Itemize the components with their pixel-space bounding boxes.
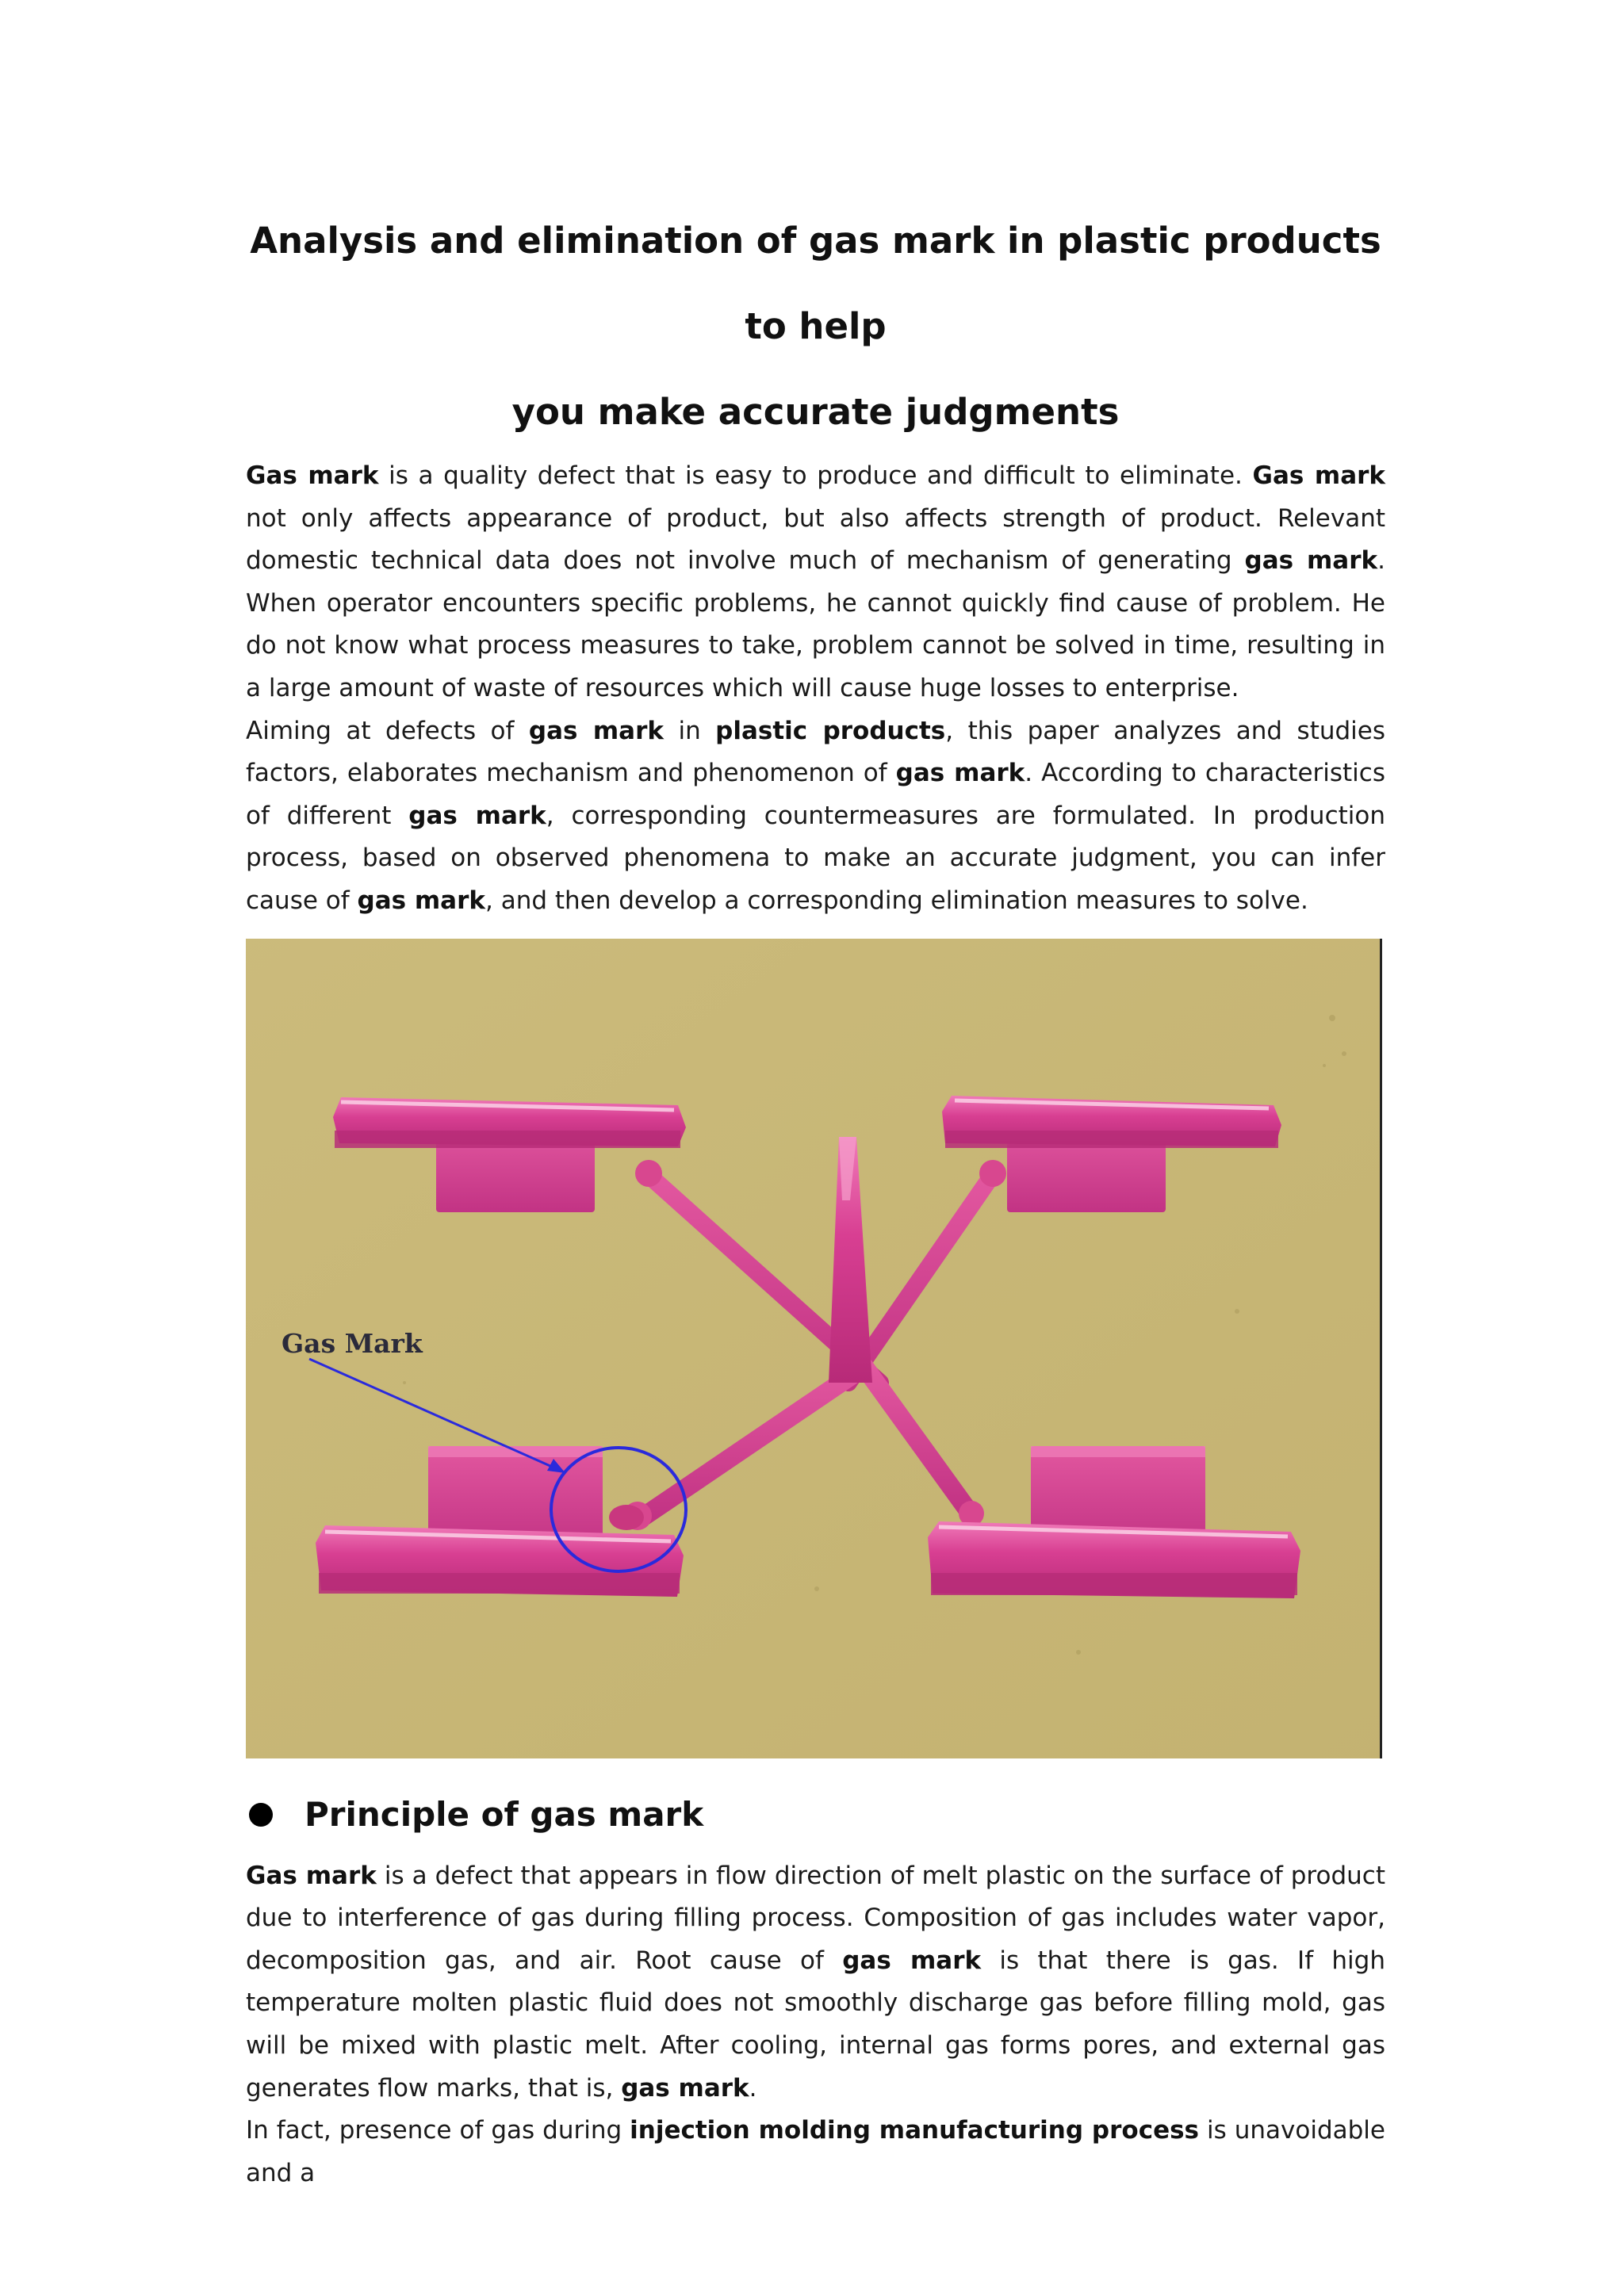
text-run: , this paper analyzes and studies factors, elaborates mechanism and phenomenon of — [246, 716, 1386, 788]
continuation-paragraph — [246, 2110, 1385, 2195]
text-run: . — [749, 2073, 757, 2103]
text-run: in — [664, 716, 716, 745]
bold-term: Gas mark — [246, 1861, 377, 1890]
text-run: Aiming at defects of — [246, 716, 529, 745]
text-run: , corresponding countermeasures are formulated. In production process, based on observed phenomena to make an accurate judgment, you can infer cause of — [246, 801, 1385, 915]
text-run: is a quality defect that is easy to produce and difficult to eliminate. — [378, 461, 1253, 490]
bold-term: gas mark — [895, 759, 1025, 788]
text-run: . According to characteristics of different — [246, 759, 1385, 830]
gas-mark-photo — [246, 939, 1382, 1758]
text-run: not only affects appearance of product, but also affects strength of product. Relevant domestic technical data does not involve much of mechanism of generating — [246, 503, 1385, 576]
aim-paragraph — [246, 710, 1385, 923]
bold-term: gas mark — [1244, 546, 1378, 576]
bullet-icon — [249, 1803, 273, 1827]
text-run: , and then develop a corresponding elimination measures to solve. — [485, 886, 1308, 915]
bold-term: gas mark — [528, 716, 664, 745]
bold-term: gas mark — [842, 1946, 982, 1975]
document-title-line-1: Analysis and elimination of gas mark in plastic products to help — [250, 220, 1381, 347]
document-title-line-2: you make accurate judgments — [511, 391, 1120, 433]
gas-mark-label: Gas Mark — [282, 1327, 423, 1359]
bold-term: gas mark — [357, 886, 485, 915]
bold-term: Gas mark — [1252, 461, 1386, 490]
bold-term: gas mark — [408, 801, 546, 830]
section-heading-principle — [246, 1785, 1385, 1844]
molded-part-illustration — [246, 939, 1380, 1758]
text-run: is unavoidable and a — [246, 2116, 1385, 2187]
section-title: Principle of gas mark — [304, 1795, 704, 1835]
text-run: is that there is gas. If high temperature molten plastic fluid does not smoothly discharge gas before filling mold, gas will be mixed with plastic melt. After cooling, internal gas forms pores, and external gas generates flow marks, that is, — [246, 1946, 1385, 2103]
principle-paragraph — [246, 1855, 1385, 2110]
text-run: is a defect that appears in flow direction of melt plastic on the surface of product due to interference of gas during filling process. Composition of gas includes water vapor, decomposition gas, and air. Root cause of — [246, 1861, 1385, 1975]
text-run: In fact, presence of gas during — [246, 2116, 630, 2145]
text-run: . When operator encounters specific problems, he cannot quickly find cause of problem. He do not know what process measures to take, problem cannot be solved in time, resulting in a large amount of waste of resources which will cause huge losses to enterprise. — [246, 546, 1385, 702]
document-content — [246, 198, 1385, 2195]
bold-term: Gas mark — [246, 461, 379, 490]
bold-term: plastic products — [715, 716, 946, 745]
bold-term: injection molding manufacturing process — [630, 2116, 1200, 2145]
bold-term: gas mark — [621, 2073, 749, 2103]
intro-paragraph — [246, 455, 1385, 710]
